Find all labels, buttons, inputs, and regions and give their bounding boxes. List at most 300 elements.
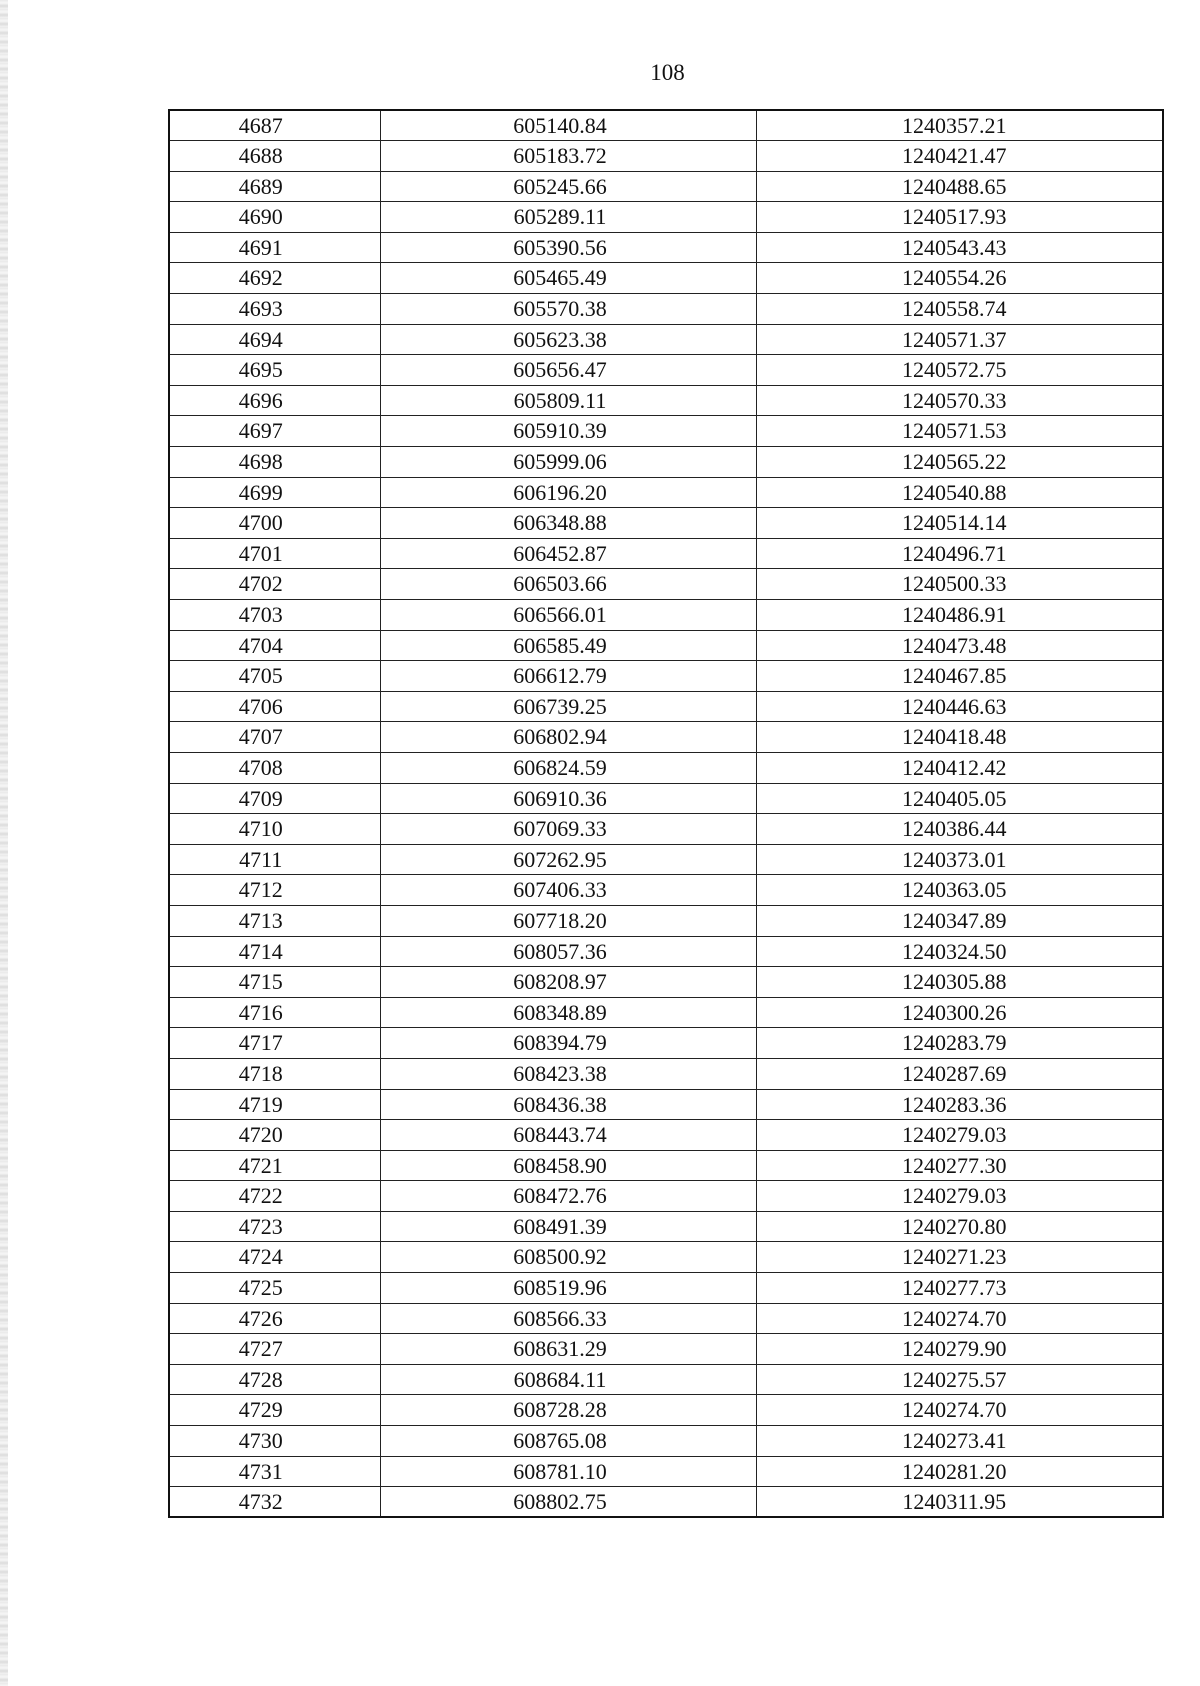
table-row [169, 722, 1163, 753]
y-coordinate-cell [756, 1211, 1163, 1242]
page-number: 108 [650, 60, 685, 85]
y-coordinate-cell [756, 1303, 1163, 1334]
x-coordinate-cell [380, 324, 756, 355]
x-coordinate-cell [380, 1334, 756, 1365]
cell-text: 606612.79 [513, 663, 607, 689]
point-number-cell [169, 355, 380, 386]
table-row [169, 1273, 1163, 1304]
table-row [169, 1426, 1163, 1457]
y-coordinate-cell [756, 416, 1163, 447]
x-coordinate-cell [380, 355, 756, 386]
cell-text: 1240558.74 [902, 296, 1007, 322]
table-row [169, 783, 1163, 814]
table-row [169, 416, 1163, 447]
x-coordinate-cell [380, 630, 756, 661]
table-row [169, 1120, 1163, 1151]
point-number-cell [169, 447, 380, 478]
y-coordinate-cell [756, 814, 1163, 845]
point-number-cell [169, 722, 380, 753]
cell-text: 4706 [238, 693, 283, 719]
cell-text: 4716 [238, 999, 283, 1025]
y-coordinate-cell [756, 538, 1163, 569]
y-coordinate-cell [756, 324, 1163, 355]
cell-text: 1240571.53 [902, 418, 1007, 444]
cell-text: 4713 [238, 907, 283, 933]
cell-text: 1240324.50 [902, 938, 1007, 964]
y-coordinate-cell [756, 141, 1163, 172]
y-coordinate-cell [756, 477, 1163, 508]
cell-text: 1240540.88 [902, 479, 1007, 505]
y-coordinate-cell [756, 630, 1163, 661]
cell-text: 608208.97 [513, 969, 607, 995]
cell-text: 608436.38 [513, 1091, 607, 1117]
x-coordinate-cell [380, 814, 756, 845]
y-coordinate-cell [756, 600, 1163, 631]
x-coordinate-cell [380, 905, 756, 936]
y-coordinate-cell [756, 722, 1163, 753]
cell-text: 1240275.57 [902, 1366, 1007, 1392]
y-coordinate-cell [756, 294, 1163, 325]
cell-text: 1240283.79 [902, 1030, 1007, 1056]
x-coordinate-cell [380, 967, 756, 998]
cell-text: 4700 [238, 510, 283, 536]
point-number-cell [169, 232, 380, 263]
point-number-cell [169, 1426, 380, 1457]
cell-text: 4689 [238, 173, 283, 199]
cell-text: 1240273.41 [902, 1428, 1007, 1454]
cell-text: 608500.92 [513, 1244, 607, 1270]
cell-text: 1240446.63 [902, 693, 1007, 719]
table-row [169, 814, 1163, 845]
cell-text: 606739.25 [513, 693, 607, 719]
cell-text: 1240543.43 [902, 234, 1007, 260]
cell-text: 4731 [238, 1458, 283, 1484]
cell-text: 4723 [238, 1213, 283, 1239]
point-number-cell [169, 967, 380, 998]
x-coordinate-cell [380, 1120, 756, 1151]
cell-text: 1240287.69 [902, 1060, 1007, 1086]
cell-text: 608472.76 [513, 1183, 607, 1209]
cell-text: 608443.74 [513, 1122, 607, 1148]
cell-text: 606824.59 [513, 754, 607, 780]
cell-text: 1240412.42 [902, 754, 1007, 780]
table-row [169, 447, 1163, 478]
x-coordinate-cell [380, 875, 756, 906]
table-row [169, 294, 1163, 325]
table-row [169, 1150, 1163, 1181]
point-number-cell [169, 569, 380, 600]
x-coordinate-cell [380, 600, 756, 631]
point-number-cell [169, 875, 380, 906]
cell-text: 605910.39 [513, 418, 607, 444]
table-row [169, 1242, 1163, 1273]
cell-text: 4704 [238, 632, 283, 658]
y-coordinate-cell [756, 569, 1163, 600]
point-number-cell [169, 783, 380, 814]
y-coordinate-cell [756, 1364, 1163, 1395]
x-coordinate-cell [380, 1273, 756, 1304]
table-row [169, 110, 1163, 141]
table-row [169, 263, 1163, 294]
cell-text: 1240572.75 [902, 357, 1007, 383]
cell-text: 4710 [238, 816, 283, 842]
cell-text: 1240347.89 [902, 907, 1007, 933]
cell-text: 605390.56 [513, 234, 607, 260]
x-coordinate-cell [380, 1426, 756, 1457]
cell-text: 1240405.05 [902, 785, 1007, 811]
x-coordinate-cell [380, 936, 756, 967]
point-number-cell [169, 1395, 380, 1426]
table-row [169, 1211, 1163, 1242]
point-number-cell [169, 844, 380, 875]
cell-text: 605570.38 [513, 296, 607, 322]
x-coordinate-cell [380, 997, 756, 1028]
cell-text: 608566.33 [513, 1305, 607, 1331]
table-row [169, 875, 1163, 906]
cell-text: 605623.38 [513, 326, 607, 352]
x-coordinate-cell [380, 416, 756, 447]
y-coordinate-cell [756, 661, 1163, 692]
cell-text: 605245.66 [513, 173, 607, 199]
cell-text: 606802.94 [513, 724, 607, 750]
cell-text: 1240554.26 [902, 265, 1007, 291]
x-coordinate-cell [380, 1242, 756, 1273]
cell-text: 606196.20 [513, 479, 607, 505]
cell-text: 1240270.80 [902, 1213, 1007, 1239]
x-coordinate-cell [380, 691, 756, 722]
cell-text: 608519.96 [513, 1275, 607, 1301]
x-coordinate-cell [380, 783, 756, 814]
x-coordinate-cell [380, 202, 756, 233]
y-coordinate-cell [756, 905, 1163, 936]
x-coordinate-cell [380, 1211, 756, 1242]
x-coordinate-cell [380, 1058, 756, 1089]
point-number-cell [169, 171, 380, 202]
cell-text: 1240473.48 [902, 632, 1007, 658]
cell-text: 608491.39 [513, 1213, 607, 1239]
table-row [169, 508, 1163, 539]
table-row [169, 1181, 1163, 1212]
y-coordinate-cell [756, 1242, 1163, 1273]
x-coordinate-cell [380, 1395, 756, 1426]
table-row [169, 1456, 1163, 1487]
cell-text: 1240565.22 [902, 449, 1007, 475]
table-row [169, 538, 1163, 569]
cell-text: 607262.95 [513, 846, 607, 872]
x-coordinate-cell [380, 569, 756, 600]
point-number-cell [169, 1028, 380, 1059]
y-coordinate-cell [756, 355, 1163, 386]
x-coordinate-cell [380, 538, 756, 569]
point-number-cell [169, 202, 380, 233]
cell-text: 1240271.23 [902, 1244, 1007, 1270]
cell-text: 4690 [238, 204, 283, 230]
point-number-cell [169, 997, 380, 1028]
point-number-cell [169, 263, 380, 294]
x-coordinate-cell [380, 1089, 756, 1120]
cell-text: 1240418.48 [902, 724, 1007, 750]
cell-text: 1240274.70 [902, 1305, 1007, 1331]
point-number-cell [169, 416, 380, 447]
table-row [169, 1028, 1163, 1059]
cell-text: 4711 [239, 846, 283, 872]
cell-text: 4701 [238, 540, 283, 566]
cell-text: 1240281.20 [902, 1458, 1007, 1484]
table-row [169, 630, 1163, 661]
cell-text: 1240311.95 [902, 1489, 1007, 1515]
cell-text: 608765.08 [513, 1428, 607, 1454]
point-number-cell [169, 661, 380, 692]
point-number-cell [169, 110, 380, 141]
cell-text: 1240421.47 [902, 143, 1007, 169]
table-row [169, 1089, 1163, 1120]
table-row [169, 600, 1163, 631]
cell-text: 4714 [238, 938, 283, 964]
cell-text: 4695 [238, 357, 283, 383]
cell-text: 4692 [238, 265, 283, 291]
cell-text: 1240279.90 [902, 1336, 1007, 1362]
cell-text: 4694 [238, 326, 283, 352]
point-number-cell [169, 630, 380, 661]
x-coordinate-cell [380, 1303, 756, 1334]
x-coordinate-cell [380, 752, 756, 783]
y-coordinate-cell [756, 1089, 1163, 1120]
cell-text: 1240305.88 [902, 969, 1007, 995]
cell-text: 605289.11 [513, 204, 607, 230]
cell-text: 608684.11 [513, 1366, 607, 1392]
x-coordinate-cell [380, 477, 756, 508]
cell-text: 4732 [238, 1489, 283, 1515]
cell-text: 608394.79 [513, 1030, 607, 1056]
table-row [169, 967, 1163, 998]
cell-text: 1240467.85 [902, 663, 1007, 689]
cell-text: 607406.33 [513, 877, 607, 903]
cell-text: 608423.38 [513, 1060, 607, 1086]
cell-text: 1240373.01 [902, 846, 1007, 872]
cell-text: 1240283.36 [902, 1091, 1007, 1117]
cell-text: 608458.90 [513, 1152, 607, 1178]
y-coordinate-cell [756, 844, 1163, 875]
cell-text: 605999.06 [513, 449, 607, 475]
cell-text: 1240500.33 [902, 571, 1007, 597]
point-number-cell [169, 905, 380, 936]
y-coordinate-cell [756, 232, 1163, 263]
y-coordinate-cell [756, 875, 1163, 906]
point-number-cell [169, 1058, 380, 1089]
cell-text: 4715 [238, 969, 283, 995]
cell-text: 1240279.03 [902, 1183, 1007, 1209]
cell-text: 605183.72 [513, 143, 607, 169]
cell-text: 4728 [238, 1366, 283, 1392]
cell-text: 1240517.93 [902, 204, 1007, 230]
y-coordinate-cell [756, 110, 1163, 141]
cell-text: 4688 [238, 143, 283, 169]
y-coordinate-cell [756, 1334, 1163, 1365]
table-row [169, 477, 1163, 508]
x-coordinate-cell [380, 263, 756, 294]
cell-text: 4699 [238, 479, 283, 505]
y-coordinate-cell [756, 385, 1163, 416]
x-coordinate-cell [380, 722, 756, 753]
y-coordinate-cell [756, 447, 1163, 478]
cell-text: 4717 [238, 1030, 283, 1056]
y-coordinate-cell [756, 967, 1163, 998]
table-row [169, 844, 1163, 875]
table-row [169, 691, 1163, 722]
cell-text: 4722 [238, 1183, 283, 1209]
cell-text: 4712 [238, 877, 283, 903]
y-coordinate-cell [756, 263, 1163, 294]
y-coordinate-cell [756, 1181, 1163, 1212]
y-coordinate-cell [756, 783, 1163, 814]
cell-text: 608057.36 [513, 938, 607, 964]
cell-text: 1240514.14 [902, 510, 1007, 536]
y-coordinate-cell [756, 1028, 1163, 1059]
point-number-cell [169, 141, 380, 172]
cell-text: 4691 [238, 234, 283, 260]
x-coordinate-cell [380, 171, 756, 202]
cell-text: 1240277.73 [902, 1275, 1007, 1301]
cell-text: 608802.75 [513, 1489, 607, 1515]
cell-text: 607069.33 [513, 816, 607, 842]
cell-text: 1240274.70 [902, 1397, 1007, 1423]
x-coordinate-cell [380, 232, 756, 263]
cell-text: 1240300.26 [902, 999, 1007, 1025]
table-row [169, 141, 1163, 172]
point-number-cell [169, 1303, 380, 1334]
point-number-cell [169, 477, 380, 508]
x-coordinate-cell [380, 385, 756, 416]
cell-text: 4727 [238, 1336, 283, 1362]
cell-text: 1240570.33 [902, 387, 1007, 413]
cell-text: 4718 [238, 1060, 283, 1086]
x-coordinate-cell [380, 661, 756, 692]
table-row [169, 1303, 1163, 1334]
point-number-cell [169, 814, 380, 845]
x-coordinate-cell [380, 1150, 756, 1181]
point-number-cell [169, 508, 380, 539]
table-row [169, 1058, 1163, 1089]
table-row [169, 1487, 1163, 1518]
cell-text: 4693 [238, 296, 283, 322]
table-row [169, 355, 1163, 386]
table-row [169, 232, 1163, 263]
coordinate-table-body [169, 110, 1163, 1517]
x-coordinate-cell [380, 844, 756, 875]
point-number-cell [169, 600, 380, 631]
table-row [169, 202, 1163, 233]
y-coordinate-cell [756, 1150, 1163, 1181]
y-coordinate-cell [756, 691, 1163, 722]
cell-text: 4703 [238, 602, 283, 627]
y-coordinate-cell [756, 171, 1163, 202]
x-coordinate-cell [380, 1456, 756, 1487]
cell-text: 1240571.37 [902, 326, 1007, 352]
cell-text: 4725 [238, 1275, 283, 1301]
cell-text: 606566.01 [513, 602, 607, 627]
point-number-cell [169, 1487, 380, 1518]
point-number-cell [169, 1181, 380, 1212]
cell-text: 4730 [238, 1428, 283, 1454]
point-number-cell [169, 691, 380, 722]
table-row [169, 1364, 1163, 1395]
y-coordinate-cell [756, 202, 1163, 233]
cell-text: 608631.29 [513, 1336, 607, 1362]
table-row [169, 661, 1163, 692]
point-number-cell [169, 1089, 380, 1120]
point-number-cell [169, 1273, 380, 1304]
cell-text: 1240363.05 [902, 877, 1007, 903]
cell-text: 4705 [238, 663, 283, 689]
cell-text: 1240277.30 [902, 1152, 1007, 1178]
point-number-cell [169, 936, 380, 967]
table-row [169, 171, 1163, 202]
cell-text: 605140.84 [513, 113, 607, 138]
cell-text: 4724 [238, 1244, 283, 1270]
table-row [169, 752, 1163, 783]
cell-text: 4696 [238, 387, 283, 413]
y-coordinate-cell [756, 1058, 1163, 1089]
cell-text: 4721 [238, 1152, 283, 1178]
x-coordinate-cell [380, 1028, 756, 1059]
cell-text: 606585.49 [513, 632, 607, 658]
table-row [169, 905, 1163, 936]
x-coordinate-cell [380, 1487, 756, 1518]
cell-text: 4708 [238, 754, 283, 780]
cell-text: 4707 [238, 724, 283, 750]
x-coordinate-cell [380, 141, 756, 172]
coordinate-table [168, 109, 1164, 1518]
point-number-cell [169, 1120, 380, 1151]
cell-text: 1240496.71 [902, 540, 1007, 566]
scan-edge-shadow [0, 0, 8, 1686]
y-coordinate-cell [756, 752, 1163, 783]
y-coordinate-cell [756, 508, 1163, 539]
x-coordinate-cell [380, 110, 756, 141]
cell-text: 605465.49 [513, 265, 607, 291]
x-coordinate-cell [380, 1364, 756, 1395]
cell-text: 608728.28 [513, 1397, 607, 1423]
cell-text: 606503.66 [513, 571, 607, 597]
point-number-cell [169, 1150, 380, 1181]
cell-text: 1240488.65 [902, 173, 1007, 199]
y-coordinate-cell [756, 1120, 1163, 1151]
table-row [169, 997, 1163, 1028]
point-number-cell [169, 294, 380, 325]
y-coordinate-cell [756, 1395, 1163, 1426]
point-number-cell [169, 538, 380, 569]
point-number-cell [169, 1364, 380, 1395]
cell-text: 1240386.44 [902, 816, 1007, 842]
point-number-cell [169, 324, 380, 355]
cell-text: 4702 [238, 571, 283, 597]
y-coordinate-cell [756, 997, 1163, 1028]
table-row [169, 1395, 1163, 1426]
cell-text: 4698 [238, 449, 283, 475]
x-coordinate-cell [380, 294, 756, 325]
cell-text: 4709 [238, 785, 283, 811]
cell-text: 605809.11 [513, 387, 607, 413]
table-row [169, 569, 1163, 600]
cell-text: 605656.47 [513, 357, 607, 383]
point-number-cell [169, 1334, 380, 1365]
y-coordinate-cell [756, 1456, 1163, 1487]
cell-text: 1240486.91 [902, 602, 1007, 627]
cell-text: 4726 [238, 1305, 283, 1331]
y-coordinate-cell [756, 1487, 1163, 1518]
cell-text: 607718.20 [513, 907, 607, 933]
table-row [169, 385, 1163, 416]
